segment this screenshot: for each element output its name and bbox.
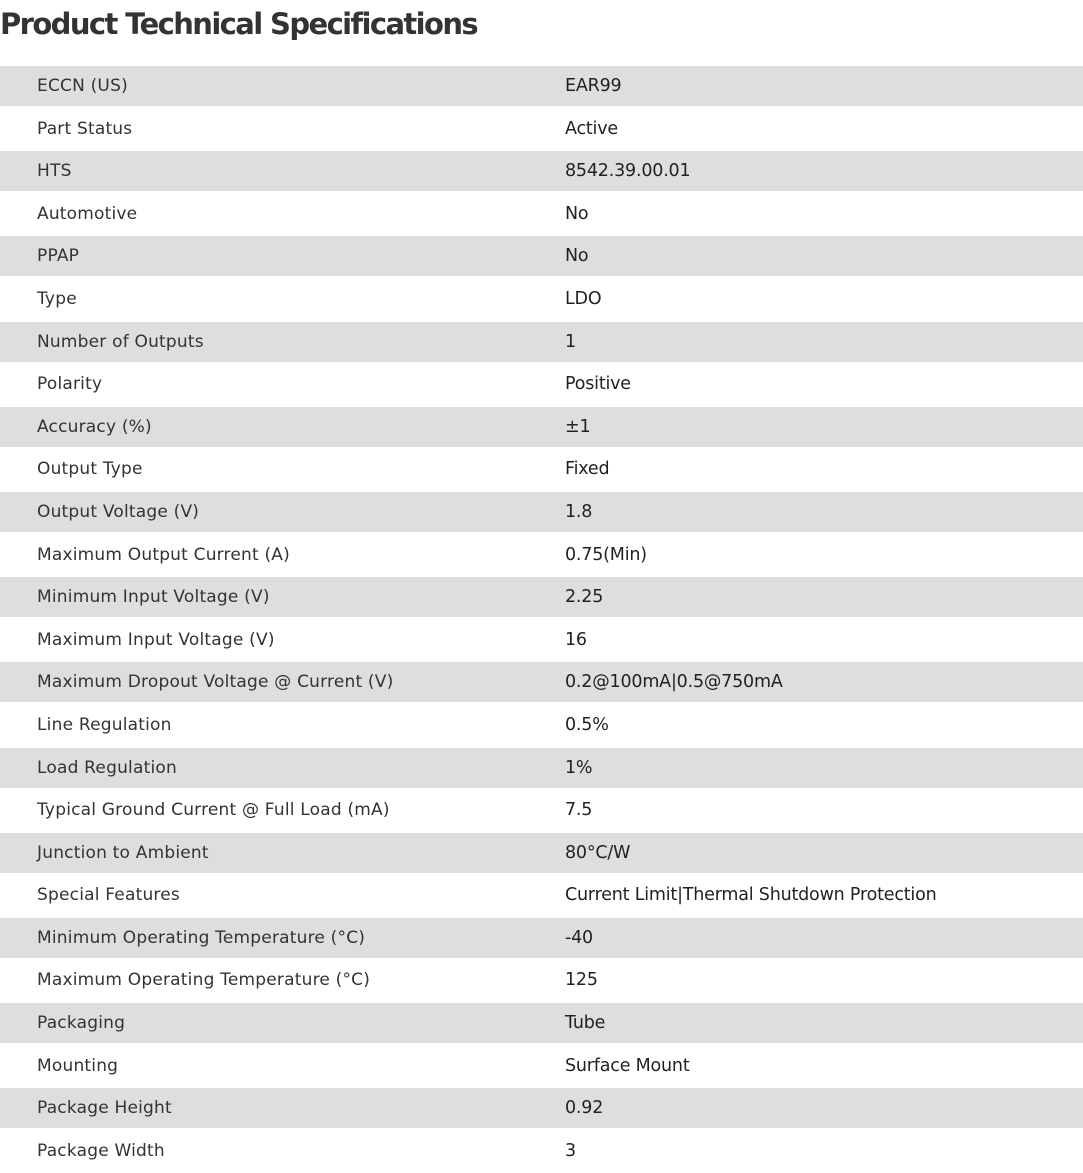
spec-row-packaging: [0, 1003, 1083, 1043]
spec-row-special-features: [0, 873, 1083, 918]
spec-row-min-input-voltage: [0, 577, 1083, 617]
spec-row-output-voltage: [0, 492, 1083, 532]
spec-value: Positive: [565, 374, 631, 395]
spec-label: Minimum Operating Temperature (°C): [37, 927, 366, 948]
spec-value: 3: [565, 1140, 576, 1161]
spec-table: [0, 66, 1083, 1173]
spec-row-max-operating-temp: [0, 958, 1083, 1003]
spec-value: Current Limit|Thermal Shutdown Protection: [565, 885, 937, 906]
spec-value: 0.75(Min): [565, 544, 647, 565]
spec-row-junction-to-ambient: [0, 833, 1083, 873]
spec-label: Mounting: [37, 1055, 119, 1076]
spec-label: Type: [37, 288, 77, 309]
spec-value: No: [565, 203, 589, 224]
spec-row-polarity: [0, 362, 1083, 407]
spec-row-number-of-outputs: [0, 322, 1083, 362]
spec-value: 1%: [565, 757, 593, 778]
spec-label: Line Regulation: [37, 714, 172, 735]
spec-row-min-operating-temp: [0, 918, 1083, 958]
spec-value: 0.2@100mA|0.5@750mA: [565, 672, 783, 693]
spec-label: Output Type: [37, 459, 143, 480]
spec-label: Packaging: [37, 1013, 126, 1034]
spec-label: ECCN (US): [37, 76, 128, 96]
spec-value: 7.5: [565, 800, 593, 821]
spec-row-package-height: [0, 1088, 1083, 1128]
spec-label: Package Width: [37, 1140, 165, 1161]
spec-row-max-output-current: [0, 532, 1083, 577]
spec-value: Active: [565, 118, 618, 139]
spec-row-mounting: [0, 1043, 1083, 1088]
spec-row-ground-current: [0, 788, 1083, 833]
spec-value: 80°C/W: [565, 842, 631, 863]
spec-label: Accuracy (%): [37, 416, 152, 437]
spec-value: 8542.39.00.01: [565, 161, 691, 182]
spec-label: Maximum Operating Temperature (°C): [37, 970, 371, 991]
spec-row-output-type: [0, 447, 1083, 492]
spec-value: 1: [565, 331, 576, 352]
spec-label: Junction to Ambient: [37, 842, 209, 863]
spec-label: Part Status: [37, 118, 133, 139]
spec-label: Typical Ground Current @ Full Load (mA): [37, 800, 390, 821]
spec-row-load-regulation: [0, 748, 1083, 788]
spec-row-line-regulation: [0, 702, 1083, 747]
spec-label: Maximum Dropout Voltage @ Current (V): [37, 672, 394, 693]
spec-value: LDO: [565, 288, 602, 309]
spec-row-part-status: [0, 106, 1083, 151]
page-title: Product Technical Specifications: [0, 7, 478, 41]
spec-value: Fixed: [565, 459, 610, 480]
spec-label: Maximum Output Current (A): [37, 544, 290, 565]
spec-row-hts: [0, 151, 1083, 191]
spec-label: Automotive: [37, 203, 138, 224]
spec-label: PPAP: [37, 246, 80, 267]
spec-value: No: [565, 246, 589, 267]
spec-label: Polarity: [37, 374, 103, 395]
spec-value: 2.25: [565, 587, 604, 608]
spec-value: 0.92: [565, 1098, 604, 1119]
spec-value: 125: [565, 970, 598, 991]
spec-label: Output Voltage (V): [37, 501, 200, 522]
spec-value: 0.5%: [565, 714, 609, 735]
spec-row-accuracy: [0, 407, 1083, 447]
spec-row-eccn: [0, 66, 1083, 106]
spec-row-max-input-voltage: [0, 617, 1083, 662]
spec-value: ±1: [565, 416, 591, 437]
spec-row-package-width: [0, 1128, 1083, 1173]
spec-value: EAR99: [565, 76, 622, 96]
spec-label: Maximum Input Voltage (V): [37, 629, 275, 650]
spec-label: Load Regulation: [37, 757, 177, 778]
spec-row-type: [0, 276, 1083, 321]
spec-label: Number of Outputs: [37, 331, 204, 352]
spec-row-max-dropout-voltage: [0, 662, 1083, 702]
spec-row-automotive: [0, 191, 1083, 236]
spec-value: 16: [565, 629, 587, 650]
spec-value: Tube: [565, 1013, 606, 1034]
spec-label: HTS: [37, 161, 72, 182]
spec-value: Surface Mount: [565, 1055, 690, 1076]
spec-label: Minimum Input Voltage (V): [37, 587, 270, 608]
spec-value: 1.8: [565, 501, 593, 522]
spec-label: Package Height: [37, 1098, 172, 1119]
spec-label: Special Features: [37, 885, 180, 906]
spec-row-ppap: [0, 236, 1083, 276]
spec-value: -40: [565, 927, 593, 948]
